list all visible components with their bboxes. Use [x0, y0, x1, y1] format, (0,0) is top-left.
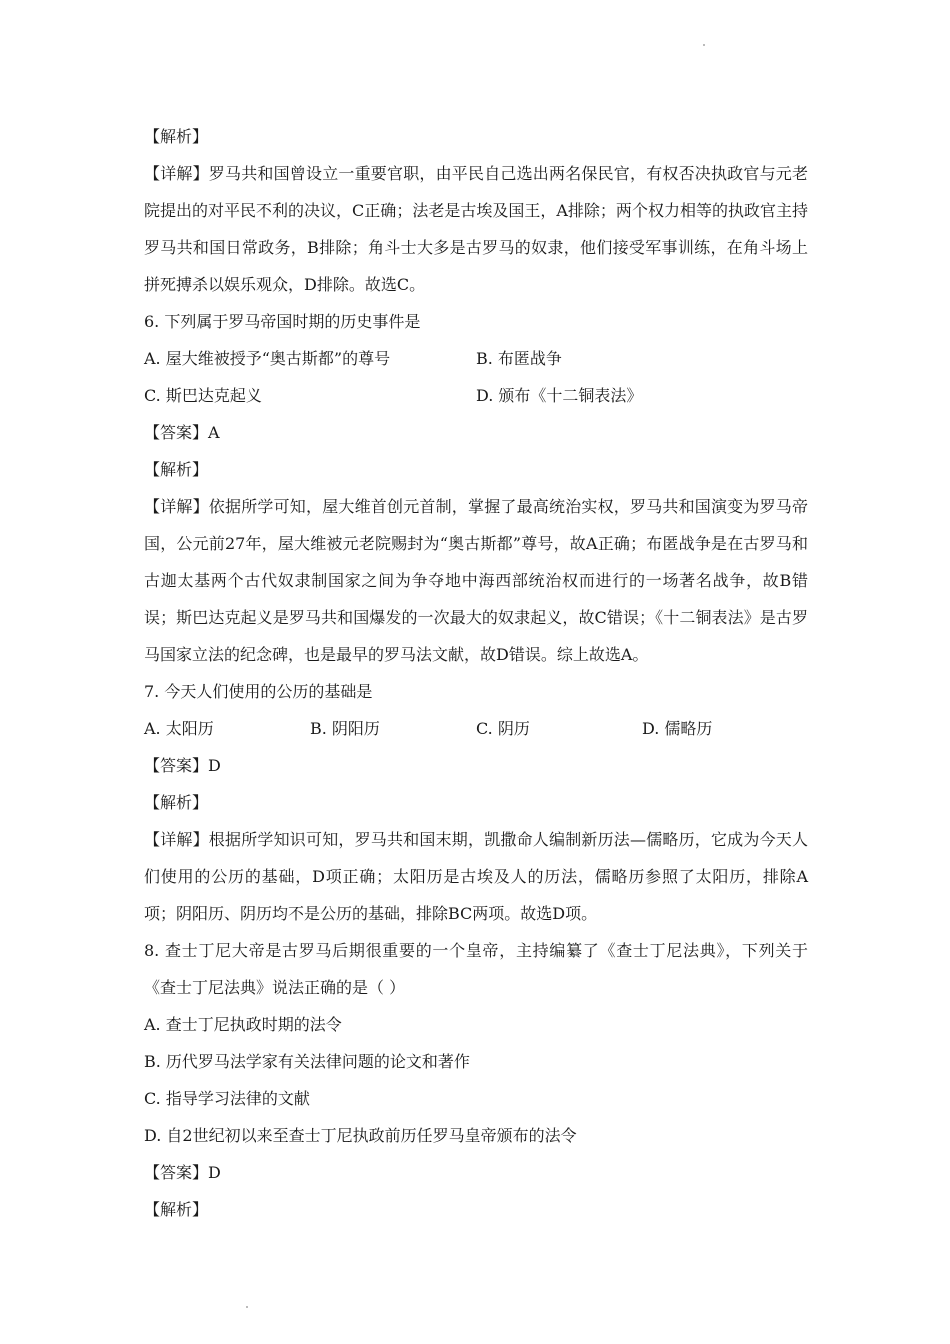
document-body [144, 118, 808, 1228]
q7-analysis-label: 【解析】 [144, 793, 209, 812]
q6-answer: 【答案】A [144, 423, 220, 442]
question-7-options [144, 710, 808, 747]
q7-option-b: B. 阴阳历 [310, 719, 380, 738]
q6-option-c: C. 斯巴达克起义 [144, 386, 262, 405]
explanation-q5: 【详解】罗马共和国曾设立一重要官职，由平民自己选出两名保民官，有权否决执政官与元老院提出的对平民不利的决议，C正确；法老是古埃及国王，A排除；两个权力相等的执政官主持罗马共和国日常政务，B排除；角斗士大多是古罗马的奴隶，他们接受军事训练，在角斗场上拼死搏杀以娱乐观众，D排除。故选C。 [144, 164, 808, 294]
q8-option-c: C. 指导学习法律的文献 [144, 1089, 310, 1108]
q8-analysis-label: 【解析】 [144, 1200, 209, 1219]
q7-option-d: D. 儒略历 [642, 719, 713, 738]
q8-answer: 【答案】D [144, 1163, 221, 1182]
q6-analysis-label: 【解析】 [144, 460, 209, 479]
question-6-options-row1 [144, 340, 808, 377]
question-6-options-row2 [144, 377, 808, 414]
q7-option-c: C. 阴历 [476, 719, 530, 738]
q6-option-a: A. 屋大维被授予“奥古斯都”的尊号 [144, 349, 391, 368]
q8-option-d: D. 自2世纪初以来至查士丁尼执政前历任罗马皇帝颁布的法令 [144, 1126, 577, 1145]
scan-speck [703, 44, 705, 46]
q7-explanation: 【详解】根据所学知识可知，罗马共和国末期，凯撒命人编制新历法—儒略历，它成为今天人们使用的公历的基础，D项正确；太阳历是古埃及人的历法，儒略历参照了太阳历，排除A项；阴阳历、阴历均不是公历的基础，排除BC两项。故选D项。 [144, 830, 808, 923]
q8-option-b: B. 历代罗马法学家有关法律问题的论文和著作 [144, 1052, 470, 1071]
q6-explanation: 【详解】依据所学可知，屋大维首创元首制，掌握了最高统治实权，罗马共和国演变为罗马帝国，公元前27年，屋大维被元老院赐封为“奥古斯都”尊号，故A正确；布匿战争是在古罗马和古迦太基两个古代奴隶制国家之间为争夺地中海西部统治权而进行的一场著名战争，故B错误；斯巴达克起义是罗马共和国爆发的一次最大的奴隶起义，故C错误；《十二铜表法》是古罗马国家立法的纪念碑，也是最早的罗马法文献，故D错误。综上故选A。 [144, 497, 808, 664]
analysis-label: 【解析】 [144, 127, 209, 146]
question-8-stem: 8. 查士丁尼大帝是古罗马后期很重要的一个皇帝，主持编纂了《查士丁尼法典》，下列关于《查士丁尼法典》说法正确的是（ ） [144, 941, 808, 997]
question-7-stem: 7. 今天人们使用的公历的基础是 [144, 682, 373, 701]
q6-option-d: D. 颁布《十二铜表法》 [476, 386, 643, 405]
q8-option-a: A. 查士丁尼执政时期的法令 [144, 1015, 342, 1034]
question-6-stem: 6. 下列属于罗马帝国时期的历史事件是 [144, 312, 421, 331]
q7-answer: 【答案】D [144, 756, 221, 775]
scan-speck [246, 1306, 248, 1308]
q7-option-a: A. 太阳历 [144, 719, 214, 738]
q6-option-b: B. 布匿战争 [476, 349, 562, 368]
